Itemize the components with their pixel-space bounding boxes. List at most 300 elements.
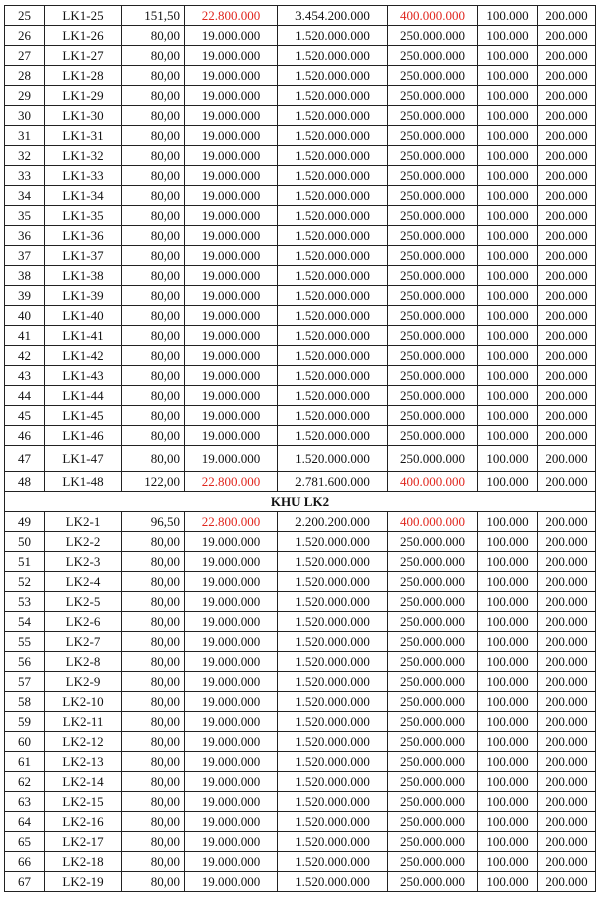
unit-price: 19.000.000: [185, 66, 278, 86]
unit-price: 19.000.000: [185, 326, 278, 346]
area-value: 80,00: [122, 572, 185, 592]
total-price: 1.520.000.000: [278, 592, 388, 612]
fee-one: 100.000: [478, 532, 538, 552]
table-row: [5, 266, 596, 286]
area-value: 80,00: [122, 226, 185, 246]
table-row: [5, 86, 596, 106]
price-table: [4, 5, 596, 892]
lot-code: LK2-7: [45, 632, 122, 652]
fee-two: 200.000: [538, 406, 596, 426]
fee-one: 100.000: [478, 446, 538, 472]
row-number: 49: [5, 512, 45, 532]
fee-one: 100.000: [478, 66, 538, 86]
fee-two: 200.000: [538, 592, 596, 612]
lot-code: LK1-40: [45, 306, 122, 326]
area-value: 80,00: [122, 406, 185, 426]
table-row: [5, 512, 596, 532]
fee-two: 200.000: [538, 792, 596, 812]
total-price: 1.520.000.000: [278, 712, 388, 732]
fee-two: 200.000: [538, 246, 596, 266]
total-price: 1.520.000.000: [278, 692, 388, 712]
fee-one: 100.000: [478, 752, 538, 772]
total-price: 1.520.000.000: [278, 366, 388, 386]
table-row: [5, 46, 596, 66]
lot-code: LK1-29: [45, 86, 122, 106]
area-value: 80,00: [122, 552, 185, 572]
row-number: 50: [5, 532, 45, 552]
fee-two: 200.000: [538, 672, 596, 692]
area-value: 80,00: [122, 346, 185, 366]
row-number: 46: [5, 426, 45, 446]
unit-price: 19.000.000: [185, 832, 278, 852]
fee-one: 100.000: [478, 106, 538, 126]
fee-one: 100.000: [478, 612, 538, 632]
row-number: 35: [5, 206, 45, 226]
lot-code: LK1-47: [45, 446, 122, 472]
row-number: 58: [5, 692, 45, 712]
lot-code: LK2-8: [45, 652, 122, 672]
deposit-amount: 250.000.000: [388, 572, 478, 592]
deposit-amount: 250.000.000: [388, 852, 478, 872]
row-number: 52: [5, 572, 45, 592]
fee-two: 200.000: [538, 106, 596, 126]
unit-price: 19.000.000: [185, 592, 278, 612]
row-number: 30: [5, 106, 45, 126]
fee-one: 100.000: [478, 472, 538, 492]
price-table-container: [4, 5, 596, 892]
total-price: 1.520.000.000: [278, 266, 388, 286]
lot-code: LK2-15: [45, 792, 122, 812]
table-row: [5, 406, 596, 426]
section-header-row: [5, 492, 596, 512]
deposit-amount: 250.000.000: [388, 426, 478, 446]
total-price: 2.781.600.000: [278, 472, 388, 492]
fee-two: 200.000: [538, 126, 596, 146]
unit-price: 19.000.000: [185, 46, 278, 66]
lot-code: LK1-32: [45, 146, 122, 166]
table-row: [5, 306, 596, 326]
lot-code: LK2-18: [45, 852, 122, 872]
row-number: 57: [5, 672, 45, 692]
table-row: [5, 446, 596, 472]
fee-two: 200.000: [538, 286, 596, 306]
unit-price: 22.800.000: [185, 6, 278, 26]
fee-two: 200.000: [538, 366, 596, 386]
fee-one: 100.000: [478, 692, 538, 712]
deposit-amount: 250.000.000: [388, 672, 478, 692]
total-price: 1.520.000.000: [278, 732, 388, 752]
area-value: 80,00: [122, 852, 185, 872]
fee-one: 100.000: [478, 572, 538, 592]
table-row: [5, 612, 596, 632]
lot-code: LK1-48: [45, 472, 122, 492]
row-number: 67: [5, 872, 45, 892]
unit-price: 19.000.000: [185, 86, 278, 106]
table-row: [5, 812, 596, 832]
table-row: [5, 26, 596, 46]
deposit-amount: 250.000.000: [388, 552, 478, 572]
deposit-amount: 250.000.000: [388, 126, 478, 146]
fee-two: 200.000: [538, 346, 596, 366]
lot-code: LK1-42: [45, 346, 122, 366]
table-row: [5, 426, 596, 446]
lot-code: LK2-5: [45, 592, 122, 612]
deposit-amount: 250.000.000: [388, 632, 478, 652]
area-value: 80,00: [122, 792, 185, 812]
unit-price: 19.000.000: [185, 552, 278, 572]
table-row: [5, 146, 596, 166]
fee-one: 100.000: [478, 306, 538, 326]
fee-two: 200.000: [538, 86, 596, 106]
fee-one: 100.000: [478, 592, 538, 612]
fee-two: 200.000: [538, 852, 596, 872]
table-row: [5, 106, 596, 126]
fee-one: 100.000: [478, 712, 538, 732]
area-value: 80,00: [122, 126, 185, 146]
fee-two: 200.000: [538, 472, 596, 492]
row-number: 36: [5, 226, 45, 246]
section-header-group: [5, 492, 596, 512]
area-value: 151,50: [122, 6, 185, 26]
table-row: [5, 472, 596, 492]
unit-price: 19.000.000: [185, 532, 278, 552]
deposit-amount: 250.000.000: [388, 772, 478, 792]
unit-price: 19.000.000: [185, 732, 278, 752]
unit-price: 19.000.000: [185, 266, 278, 286]
total-price: 1.520.000.000: [278, 552, 388, 572]
total-price: 1.520.000.000: [278, 752, 388, 772]
lot-code: LK2-3: [45, 552, 122, 572]
deposit-amount: 250.000.000: [388, 86, 478, 106]
table-row: [5, 632, 596, 652]
fee-one: 100.000: [478, 146, 538, 166]
total-price: 1.520.000.000: [278, 286, 388, 306]
fee-one: 100.000: [478, 792, 538, 812]
table-row: [5, 246, 596, 266]
row-number: 26: [5, 26, 45, 46]
area-value: 80,00: [122, 652, 185, 672]
deposit-amount: 250.000.000: [388, 186, 478, 206]
deposit-amount: 250.000.000: [388, 652, 478, 672]
table-row: [5, 592, 596, 612]
fee-two: 200.000: [538, 732, 596, 752]
deposit-amount: 250.000.000: [388, 872, 478, 892]
fee-two: 200.000: [538, 632, 596, 652]
row-number: 48: [5, 472, 45, 492]
fee-one: 100.000: [478, 632, 538, 652]
deposit-amount: 250.000.000: [388, 346, 478, 366]
table-row: [5, 652, 596, 672]
fee-one: 100.000: [478, 206, 538, 226]
unit-price: 19.000.000: [185, 166, 278, 186]
area-value: 80,00: [122, 732, 185, 752]
lot-code: LK1-27: [45, 46, 122, 66]
row-number: 62: [5, 772, 45, 792]
area-value: 80,00: [122, 206, 185, 226]
row-number: 25: [5, 6, 45, 26]
deposit-amount: 250.000.000: [388, 226, 478, 246]
deposit-amount: 250.000.000: [388, 532, 478, 552]
unit-price: 19.000.000: [185, 672, 278, 692]
total-price: 1.520.000.000: [278, 26, 388, 46]
table-body-lk1: [5, 6, 596, 492]
area-value: 80,00: [122, 366, 185, 386]
deposit-amount: 250.000.000: [388, 66, 478, 86]
total-price: 1.520.000.000: [278, 832, 388, 852]
lot-code: LK2-6: [45, 612, 122, 632]
fee-two: 200.000: [538, 26, 596, 46]
lot-code: LK2-19: [45, 872, 122, 892]
area-value: 80,00: [122, 386, 185, 406]
area-value: 80,00: [122, 426, 185, 446]
fee-one: 100.000: [478, 872, 538, 892]
fee-one: 100.000: [478, 326, 538, 346]
unit-price: 19.000.000: [185, 346, 278, 366]
total-price: 1.520.000.000: [278, 46, 388, 66]
total-price: 1.520.000.000: [278, 446, 388, 472]
area-value: 80,00: [122, 592, 185, 612]
unit-price: 19.000.000: [185, 792, 278, 812]
area-value: 80,00: [122, 772, 185, 792]
deposit-amount: 250.000.000: [388, 26, 478, 46]
row-number: 51: [5, 552, 45, 572]
table-row: [5, 572, 596, 592]
total-price: 1.520.000.000: [278, 326, 388, 346]
row-number: 53: [5, 592, 45, 612]
fee-one: 100.000: [478, 366, 538, 386]
deposit-amount: 400.000.000: [388, 472, 478, 492]
deposit-amount: 250.000.000: [388, 166, 478, 186]
fee-one: 100.000: [478, 832, 538, 852]
fee-one: 100.000: [478, 266, 538, 286]
section-title: KHU LK2: [5, 492, 596, 512]
total-price: 1.520.000.000: [278, 86, 388, 106]
deposit-amount: 250.000.000: [388, 732, 478, 752]
area-value: 80,00: [122, 612, 185, 632]
table-row: [5, 832, 596, 852]
row-number: 38: [5, 266, 45, 286]
unit-price: 19.000.000: [185, 366, 278, 386]
area-value: 80,00: [122, 532, 185, 552]
table-row: [5, 366, 596, 386]
fee-two: 200.000: [538, 326, 596, 346]
deposit-amount: 250.000.000: [388, 812, 478, 832]
lot-code: LK1-35: [45, 206, 122, 226]
deposit-amount: 250.000.000: [388, 306, 478, 326]
row-number: 65: [5, 832, 45, 852]
fee-two: 200.000: [538, 146, 596, 166]
fee-two: 200.000: [538, 572, 596, 592]
fee-one: 100.000: [478, 852, 538, 872]
unit-price: 22.800.000: [185, 472, 278, 492]
lot-code: LK1-25: [45, 6, 122, 26]
area-value: 80,00: [122, 446, 185, 472]
fee-two: 200.000: [538, 66, 596, 86]
table-row: [5, 186, 596, 206]
fee-one: 100.000: [478, 246, 538, 266]
fee-one: 100.000: [478, 652, 538, 672]
unit-price: 19.000.000: [185, 226, 278, 246]
unit-price: 22.800.000: [185, 512, 278, 532]
deposit-amount: 250.000.000: [388, 146, 478, 166]
lot-code: LK2-16: [45, 812, 122, 832]
deposit-amount: 250.000.000: [388, 832, 478, 852]
total-price: 1.520.000.000: [278, 66, 388, 86]
area-value: 80,00: [122, 812, 185, 832]
total-price: 1.520.000.000: [278, 386, 388, 406]
fee-two: 200.000: [538, 772, 596, 792]
fee-one: 100.000: [478, 386, 538, 406]
fee-two: 200.000: [538, 306, 596, 326]
lot-code: LK1-33: [45, 166, 122, 186]
lot-code: LK1-30: [45, 106, 122, 126]
lot-code: LK2-1: [45, 512, 122, 532]
fee-two: 200.000: [538, 6, 596, 26]
unit-price: 19.000.000: [185, 446, 278, 472]
total-price: 1.520.000.000: [278, 812, 388, 832]
area-value: 80,00: [122, 692, 185, 712]
total-price: 1.520.000.000: [278, 572, 388, 592]
row-number: 60: [5, 732, 45, 752]
area-value: 96,50: [122, 512, 185, 532]
fee-two: 200.000: [538, 812, 596, 832]
lot-code: LK1-31: [45, 126, 122, 146]
deposit-amount: 250.000.000: [388, 592, 478, 612]
fee-one: 100.000: [478, 672, 538, 692]
deposit-amount: 250.000.000: [388, 366, 478, 386]
table-row: [5, 206, 596, 226]
unit-price: 19.000.000: [185, 26, 278, 46]
table-row: [5, 792, 596, 812]
table-row: [5, 226, 596, 246]
total-price: 1.520.000.000: [278, 672, 388, 692]
deposit-amount: 250.000.000: [388, 266, 478, 286]
table-row: [5, 552, 596, 572]
lot-code: LK1-36: [45, 226, 122, 246]
unit-price: 19.000.000: [185, 146, 278, 166]
deposit-amount: 400.000.000: [388, 6, 478, 26]
row-number: 59: [5, 712, 45, 732]
deposit-amount: 250.000.000: [388, 206, 478, 226]
lot-code: LK1-41: [45, 326, 122, 346]
row-number: 34: [5, 186, 45, 206]
fee-one: 100.000: [478, 426, 538, 446]
unit-price: 19.000.000: [185, 752, 278, 772]
lot-code: LK1-38: [45, 266, 122, 286]
lot-code: LK1-46: [45, 426, 122, 446]
fee-two: 200.000: [538, 166, 596, 186]
area-value: 80,00: [122, 86, 185, 106]
row-number: 40: [5, 306, 45, 326]
fee-two: 200.000: [538, 206, 596, 226]
row-number: 63: [5, 792, 45, 812]
fee-two: 200.000: [538, 712, 596, 732]
area-value: 80,00: [122, 752, 185, 772]
deposit-amount: 250.000.000: [388, 286, 478, 306]
unit-price: 19.000.000: [185, 246, 278, 266]
row-number: 45: [5, 406, 45, 426]
area-value: 80,00: [122, 872, 185, 892]
fee-two: 200.000: [538, 266, 596, 286]
area-value: 80,00: [122, 326, 185, 346]
row-number: 39: [5, 286, 45, 306]
fee-two: 200.000: [538, 226, 596, 246]
deposit-amount: 250.000.000: [388, 712, 478, 732]
total-price: 1.520.000.000: [278, 632, 388, 652]
fee-two: 200.000: [538, 532, 596, 552]
total-price: 1.520.000.000: [278, 246, 388, 266]
deposit-amount: 250.000.000: [388, 246, 478, 266]
fee-one: 100.000: [478, 732, 538, 752]
table-row: [5, 872, 596, 892]
total-price: 1.520.000.000: [278, 532, 388, 552]
total-price: 1.520.000.000: [278, 772, 388, 792]
area-value: 80,00: [122, 266, 185, 286]
row-number: 28: [5, 66, 45, 86]
fee-two: 200.000: [538, 552, 596, 572]
unit-price: 19.000.000: [185, 406, 278, 426]
table-row: [5, 286, 596, 306]
lot-code: LK1-34: [45, 186, 122, 206]
table-row: [5, 752, 596, 772]
unit-price: 19.000.000: [185, 612, 278, 632]
area-value: 80,00: [122, 832, 185, 852]
row-number: 47: [5, 446, 45, 472]
total-price: 1.520.000.000: [278, 852, 388, 872]
deposit-amount: 250.000.000: [388, 752, 478, 772]
total-price: 1.520.000.000: [278, 792, 388, 812]
total-price: 1.520.000.000: [278, 166, 388, 186]
unit-price: 19.000.000: [185, 772, 278, 792]
deposit-amount: 250.000.000: [388, 692, 478, 712]
area-value: 80,00: [122, 286, 185, 306]
fee-two: 200.000: [538, 512, 596, 532]
row-number: 56: [5, 652, 45, 672]
unit-price: 19.000.000: [185, 386, 278, 406]
table-row: [5, 772, 596, 792]
unit-price: 19.000.000: [185, 812, 278, 832]
total-price: 1.520.000.000: [278, 346, 388, 366]
deposit-amount: 250.000.000: [388, 406, 478, 426]
fee-two: 200.000: [538, 832, 596, 852]
unit-price: 19.000.000: [185, 632, 278, 652]
lot-code: LK1-26: [45, 26, 122, 46]
row-number: 37: [5, 246, 45, 266]
total-price: 1.520.000.000: [278, 612, 388, 632]
fee-one: 100.000: [478, 286, 538, 306]
fee-one: 100.000: [478, 512, 538, 532]
fee-one: 100.000: [478, 406, 538, 426]
unit-price: 19.000.000: [185, 692, 278, 712]
row-number: 55: [5, 632, 45, 652]
unit-price: 19.000.000: [185, 572, 278, 592]
lot-code: LK1-28: [45, 66, 122, 86]
total-price: 2.200.200.000: [278, 512, 388, 532]
total-price: 1.520.000.000: [278, 652, 388, 672]
fee-one: 100.000: [478, 6, 538, 26]
fee-one: 100.000: [478, 552, 538, 572]
fee-two: 200.000: [538, 752, 596, 772]
unit-price: 19.000.000: [185, 712, 278, 732]
row-number: 31: [5, 126, 45, 146]
area-value: 80,00: [122, 166, 185, 186]
row-number: 44: [5, 386, 45, 406]
unit-price: 19.000.000: [185, 186, 278, 206]
area-value: 80,00: [122, 632, 185, 652]
lot-code: LK1-44: [45, 386, 122, 406]
area-value: 80,00: [122, 146, 185, 166]
table-row: [5, 6, 596, 26]
